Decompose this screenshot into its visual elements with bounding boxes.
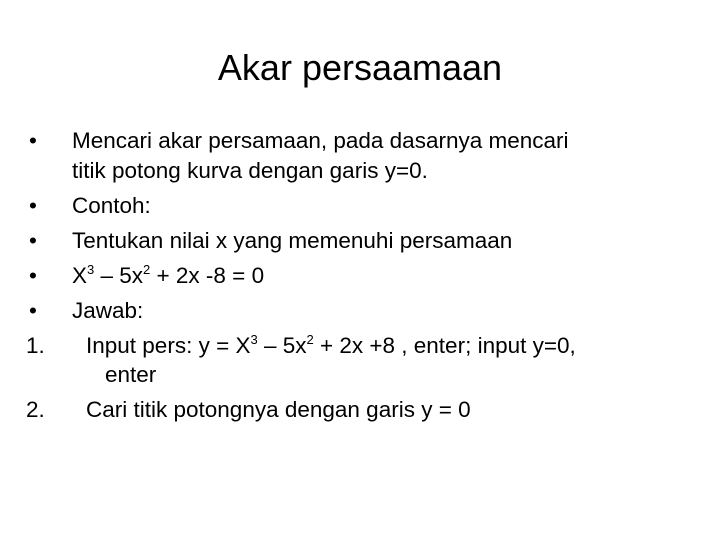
- list-item: [26, 191, 706, 221]
- equation: [72, 263, 264, 288]
- list-item: [26, 226, 706, 256]
- exponent: 3: [250, 331, 258, 347]
- exponent: 2: [306, 331, 314, 347]
- exponent: 3: [87, 261, 95, 277]
- equation-text: – 5x: [94, 262, 144, 288]
- equation-text: + 2x +8 , enter; input y=0,: [313, 332, 576, 358]
- list-item: [26, 331, 706, 390]
- item-text-line-1: Mencari akar persamaan, pada dasarnya mencari: [72, 128, 569, 153]
- item-text: Contoh:: [72, 192, 151, 218]
- bullet-marker: •: [29, 297, 37, 323]
- list-item: [26, 261, 706, 291]
- item-text: Tentukan nilai x yang memenuhi persamaan: [72, 227, 513, 253]
- equation-text: – 5x: [257, 332, 307, 358]
- item-text-line-2: titik potong kurva dengan garis y=0.: [72, 157, 428, 183]
- item-text-continuation: enter: [105, 362, 157, 387]
- slide-title: Akar persaamaan: [217, 47, 503, 88]
- bullet-marker: •: [29, 192, 37, 218]
- list-item: [26, 296, 706, 326]
- list-item: [26, 126, 706, 185]
- item-text: Cari titik potongnya dengan garis y = 0: [86, 397, 471, 422]
- list-item: [26, 395, 706, 425]
- exponent: 2: [143, 261, 151, 277]
- equation-text: Input pers: y = X: [86, 332, 251, 358]
- equation: [72, 331, 706, 361]
- bullet-marker: •: [29, 128, 37, 153]
- number-marker: 2.: [26, 397, 45, 422]
- number-marker: 1.: [26, 332, 45, 358]
- bullet-marker: •: [29, 227, 37, 253]
- item-text: Jawab:: [72, 297, 144, 323]
- bullet-marker: •: [29, 262, 37, 288]
- equation-text: + 2x -8 = 0: [150, 262, 265, 288]
- bullet-list: [26, 126, 706, 430]
- equation-text: X: [72, 262, 88, 288]
